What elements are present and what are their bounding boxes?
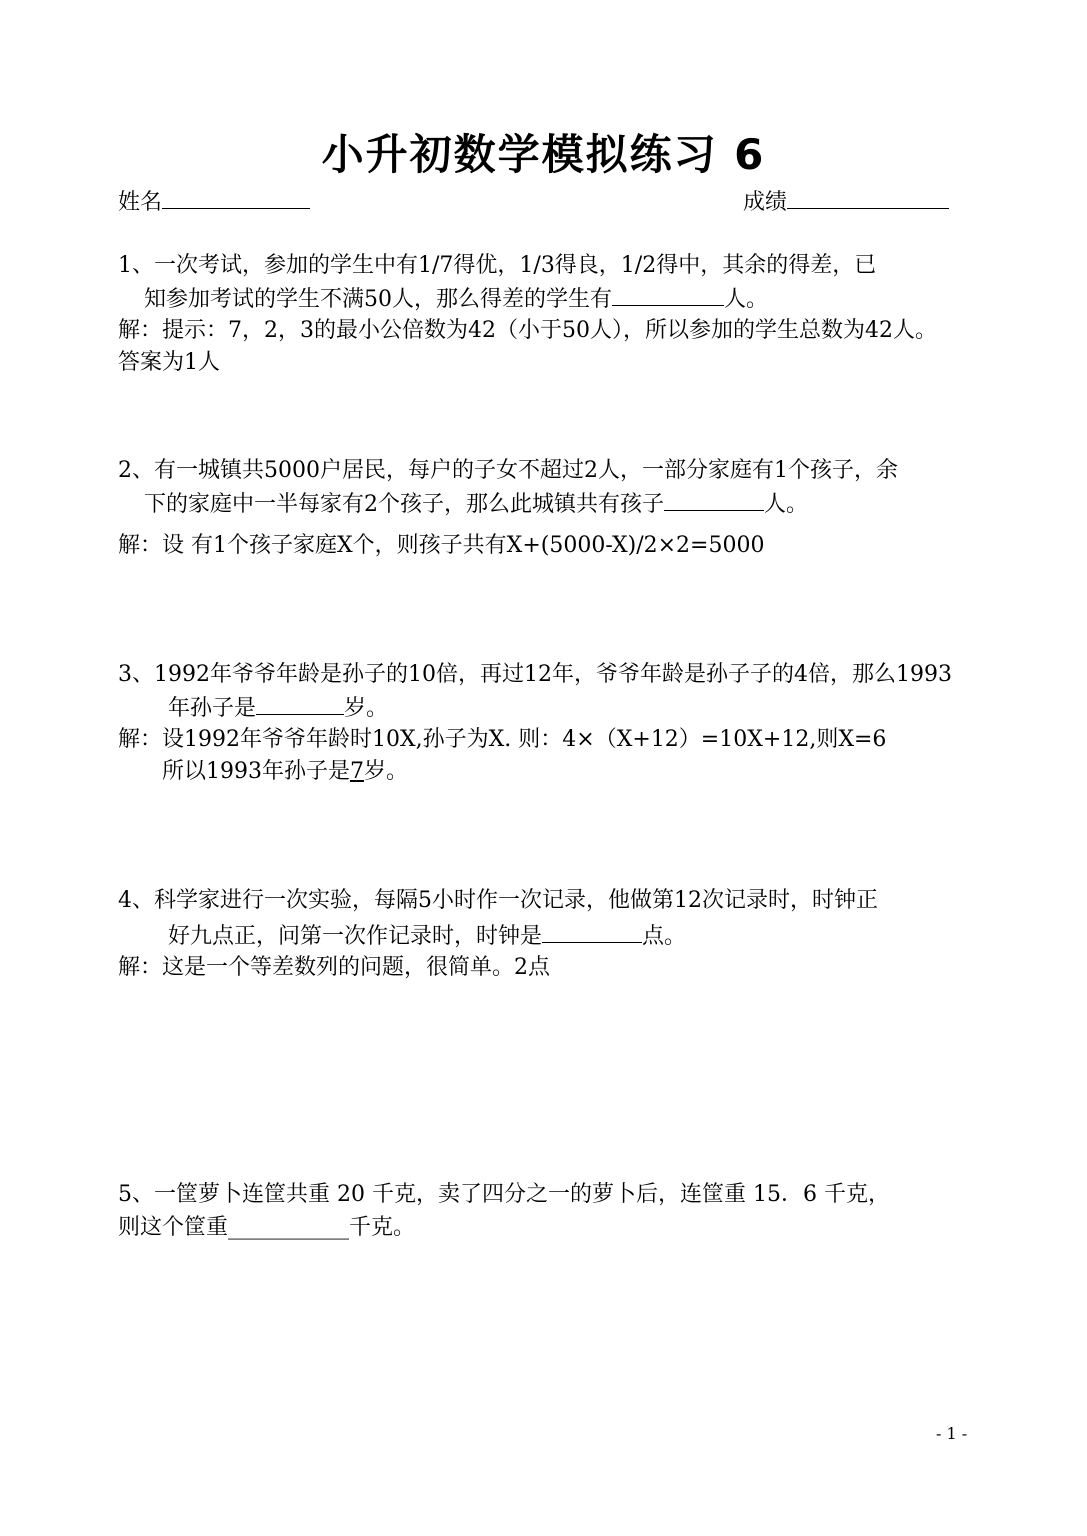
q1-line2 — [144, 283, 768, 315]
page-number: - 1 - — [936, 1424, 968, 1443]
q2-text: 下的家庭中一半每家有2个孩子，那么此城镇共有孩子 — [144, 492, 664, 517]
q3-line1: 3、1992年爷爷年龄是孙子的10倍，再过12年，爷爷年龄是孙子子的4倍，那么1993 — [118, 662, 952, 687]
q4-answer-blank[interactable] — [542, 920, 642, 943]
q1-answer: 答案为1人 — [118, 350, 220, 375]
q1-solution: 解：提示：7，2，3的最小公倍数为42（小于50人），所以参加的学生总数为42人。 — [118, 318, 937, 343]
q3-answer — [162, 757, 408, 787]
q1-answer-blank[interactable] — [612, 283, 724, 306]
q4-line2 — [168, 920, 686, 952]
q1-unit: 人。 — [724, 287, 769, 312]
q3-answer-text: 所以1993年孙子是 — [162, 759, 350, 784]
q2-solution: 解：设 有1个孩子家庭X个，则孩子共有X+(5000-X)/2×2=5000 — [118, 533, 765, 558]
q5-line2 — [118, 1213, 415, 1243]
q3-answer-value: 7 — [350, 759, 364, 784]
q1-line1: 1、一次考试，参加的学生中有1/7得优，1/3得良，1/2得中，其余的得差，已 — [118, 253, 877, 278]
q4-solution: 解：这是一个等差数列的问题，很简单。2点 — [118, 955, 550, 980]
q1-text: 知参加考试的学生不满50人，那么得差的学生有 — [144, 287, 612, 312]
score-field — [743, 186, 949, 218]
q5-line1: 5、一筐萝卜连筐共重 20 千克，卖了四分之一的萝卜后，连筐重 15．6 千克， — [118, 1182, 890, 1207]
q3-answer-blank[interactable] — [256, 692, 344, 715]
q4-line1: 4、科学家进行一次实验，每隔5小时作一次记录，他做第12次记录时，时钟正 — [118, 888, 878, 913]
q3-answer-unit: 岁。 — [364, 759, 409, 784]
name-field — [118, 186, 310, 218]
q4-unit: 点。 — [642, 924, 687, 949]
name-blank[interactable] — [162, 186, 310, 209]
q2-answer-blank[interactable] — [664, 488, 764, 511]
score-label: 成绩 — [743, 190, 788, 215]
name-label: 姓名 — [118, 190, 163, 215]
q2-line1: 2、有一城镇共5000户居民，每户的子女不超过2人，一部分家庭有1个孩子，余 — [118, 458, 898, 483]
q5-text: 则这个筐重 — [118, 1215, 229, 1240]
q5-unit: 千克。 — [349, 1215, 416, 1240]
q4-text: 好九点正，问第一次作记录时，时钟是 — [168, 924, 543, 949]
q3-unit: 岁。 — [344, 696, 389, 721]
q5-answer-blank[interactable]: ___________ — [228, 1215, 350, 1240]
score-blank[interactable] — [787, 186, 949, 209]
q2-unit: 人。 — [764, 492, 809, 517]
q2-line2 — [144, 488, 808, 520]
q3-solution: 解：设1992年爷爷年龄时10X,孙子为X. 则：4×（X+12）=10X+12,则X=6 — [118, 727, 887, 752]
q3-line2 — [168, 692, 388, 724]
page-title: 小升初数学模拟练习 6 — [321, 130, 766, 179]
q3-text: 年孙子是 — [168, 696, 257, 721]
